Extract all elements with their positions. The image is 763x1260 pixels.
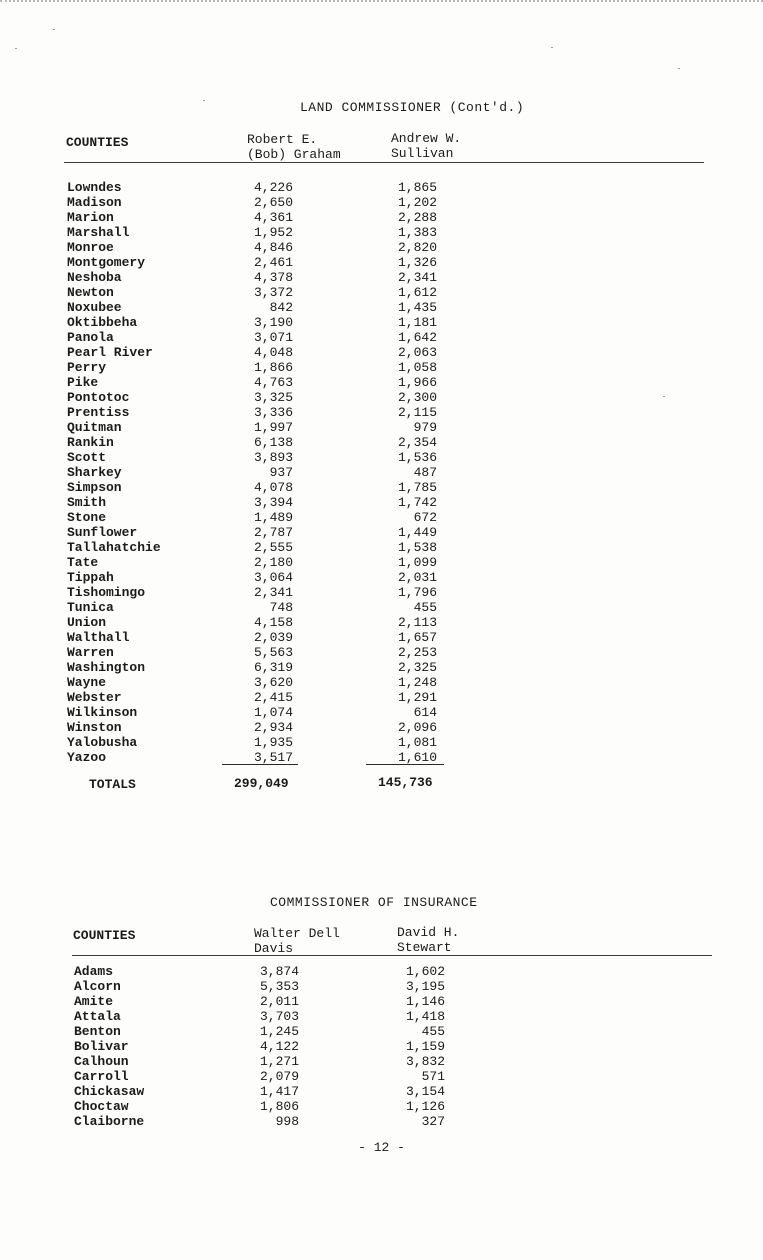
table-row xyxy=(67,345,487,360)
candidate1-votes: 4,158 xyxy=(253,615,293,630)
candidate2-votes: 1,081 xyxy=(397,735,437,750)
county-name: Marion xyxy=(67,210,114,225)
table-row xyxy=(67,495,487,510)
table-row xyxy=(67,180,487,195)
county-name: Tate xyxy=(67,555,99,570)
scan-speck xyxy=(663,396,665,397)
candidate1-votes: 1,489 xyxy=(253,510,293,525)
page-top-border xyxy=(0,0,763,2)
candidate2-votes: 1,796 xyxy=(397,585,437,600)
county-name: Oktibbeha xyxy=(67,315,138,330)
candidate1-votes: 3,703 xyxy=(259,1009,299,1024)
candidate1-votes: 2,555 xyxy=(253,540,293,555)
land-header-rule xyxy=(64,162,704,163)
county-name: Noxubee xyxy=(67,300,122,315)
land-total-candidate2: 145,736 xyxy=(378,775,433,790)
candidate2-votes: 1,383 xyxy=(397,225,437,240)
county-name: Quitman xyxy=(67,420,122,435)
county-name: Wayne xyxy=(67,675,107,690)
candidate1-votes: 3,064 xyxy=(253,570,293,585)
candidate2-votes: 1,435 xyxy=(397,300,437,315)
table-row xyxy=(67,615,487,630)
table-row xyxy=(67,600,487,615)
table-row xyxy=(74,1069,494,1084)
table-row xyxy=(67,720,487,735)
county-name: Scott xyxy=(67,450,107,465)
candidate1-votes: 6,319 xyxy=(253,660,293,675)
table-row xyxy=(67,375,487,390)
county-name: Montgomery xyxy=(67,255,146,270)
land-candidate2-name-line1: Andrew W. xyxy=(391,131,462,146)
county-name: Stone xyxy=(67,510,107,525)
candidate2-votes: 3,154 xyxy=(405,1084,445,1099)
county-name: Madison xyxy=(67,195,122,210)
candidate2-votes: 487 xyxy=(413,465,437,480)
candidate1-votes: 998 xyxy=(275,1114,299,1129)
county-name: Union xyxy=(67,615,107,630)
table-row xyxy=(74,994,494,1009)
table-row xyxy=(67,210,487,225)
land-total-candidate1: 299,049 xyxy=(234,776,289,791)
table-row xyxy=(67,450,487,465)
scan-speck xyxy=(15,48,17,49)
insurance-candidate2-name-line2: Stewart xyxy=(397,940,452,955)
candidate2-votes: 455 xyxy=(421,1024,445,1039)
candidate1-votes: 2,934 xyxy=(253,720,293,735)
county-name: Monroe xyxy=(67,240,114,255)
table-row xyxy=(67,660,487,675)
table-row xyxy=(67,570,487,585)
insurance-candidate2-name-line1: David H. xyxy=(397,925,460,940)
candidate1-votes: 4,361 xyxy=(253,210,293,225)
candidate2-votes: 2,300 xyxy=(397,390,437,405)
county-name: Choctaw xyxy=(74,1099,129,1114)
table-row xyxy=(67,525,487,540)
county-name: Sunflower xyxy=(67,525,138,540)
candidate2-votes: 327 xyxy=(421,1114,445,1129)
candidate2-votes: 1,159 xyxy=(405,1039,445,1054)
candidate2-votes: 614 xyxy=(413,705,437,720)
candidate2-votes: 1,099 xyxy=(397,555,437,570)
candidate2-votes: 2,113 xyxy=(397,615,437,630)
candidate1-votes: 2,787 xyxy=(253,525,293,540)
county-name: Prentiss xyxy=(67,405,130,420)
table-row xyxy=(67,255,487,270)
county-name: Attala xyxy=(74,1009,121,1024)
county-name: Pontotoc xyxy=(67,390,130,405)
candidate2-votes: 2,325 xyxy=(397,660,437,675)
land-candidate1-name-line2: (Bob) Graham xyxy=(247,147,341,162)
county-name: Pike xyxy=(67,375,99,390)
candidate2-votes: 2,063 xyxy=(397,345,437,360)
candidate1-votes: 3,874 xyxy=(259,964,299,979)
candidate1-votes: 4,763 xyxy=(253,375,293,390)
county-name: Winston xyxy=(67,720,122,735)
candidate2-votes: 1,326 xyxy=(397,255,437,270)
county-name: Lowndes xyxy=(67,180,122,195)
candidate2-votes: 2,031 xyxy=(397,570,437,585)
table-row xyxy=(67,555,487,570)
county-name: Bolivar xyxy=(74,1039,129,1054)
candidate1-votes: 4,048 xyxy=(253,345,293,360)
candidate1-votes: 2,180 xyxy=(253,555,293,570)
candidate1-votes: 2,341 xyxy=(253,585,293,600)
candidate1-votes: 3,620 xyxy=(253,675,293,690)
table-row xyxy=(74,964,494,979)
candidate1-votes: 842 xyxy=(269,300,293,315)
table-row xyxy=(74,1114,494,1129)
candidate1-votes: 6,138 xyxy=(253,435,293,450)
county-name: Calhoun xyxy=(74,1054,129,1069)
candidate2-votes: 1,657 xyxy=(397,630,437,645)
candidate1-votes: 1,935 xyxy=(253,735,293,750)
county-name: Newton xyxy=(67,285,114,300)
table-row xyxy=(74,1099,494,1114)
candidate1-votes: 4,122 xyxy=(259,1039,299,1054)
page-number: - 12 - xyxy=(358,1140,405,1155)
land-results-table xyxy=(67,180,487,765)
county-name: Marshall xyxy=(67,225,130,240)
candidate1-votes: 1,952 xyxy=(253,225,293,240)
candidate1-votes: 1,245 xyxy=(259,1024,299,1039)
county-name: Panola xyxy=(67,330,114,345)
table-row xyxy=(74,1024,494,1039)
county-name: Rankin xyxy=(67,435,114,450)
candidate2-votes: 672 xyxy=(413,510,437,525)
candidate2-votes: 1,966 xyxy=(397,375,437,390)
county-name: Yalobusha xyxy=(67,735,138,750)
candidate2-votes: 2,288 xyxy=(397,210,437,225)
county-name: Walthall xyxy=(67,630,130,645)
candidate1-votes: 4,378 xyxy=(253,270,293,285)
county-name: Washington xyxy=(67,660,146,675)
candidate2-votes: 2,253 xyxy=(397,645,437,660)
candidate2-votes: 1,291 xyxy=(397,690,437,705)
table-row xyxy=(67,315,487,330)
county-name: Tallahatchie xyxy=(67,540,161,555)
land-candidate2-name-line2: Sullivan xyxy=(391,146,454,161)
table-row xyxy=(67,390,487,405)
candidate2-votes: 3,195 xyxy=(405,979,445,994)
insurance-candidate1-name-line1: Walter Dell xyxy=(254,926,340,941)
table-row xyxy=(67,735,487,750)
candidate1-votes: 1,997 xyxy=(253,420,293,435)
county-name: Tishomingo xyxy=(67,585,146,600)
land-col2-total-rule xyxy=(366,764,444,765)
table-row xyxy=(67,435,487,450)
table-row xyxy=(67,540,487,555)
insurance-commissioner-title: COMMISSIONER OF INSURANCE xyxy=(270,895,478,910)
table-row xyxy=(67,300,487,315)
insurance-candidate1-name-line2: Davis xyxy=(254,941,294,956)
candidate2-votes: 2,354 xyxy=(397,435,437,450)
candidate1-votes: 2,650 xyxy=(253,195,293,210)
candidate2-votes: 3,832 xyxy=(405,1054,445,1069)
county-name: Benton xyxy=(74,1024,121,1039)
candidate1-votes: 4,846 xyxy=(253,240,293,255)
table-row xyxy=(74,1084,494,1099)
candidate1-votes: 3,372 xyxy=(253,285,293,300)
candidate1-votes: 3,517 xyxy=(253,750,293,765)
land-commissioner-title: LAND COMMISSIONER (Cont'd.) xyxy=(300,100,525,115)
scan-speck xyxy=(203,100,205,101)
table-row xyxy=(67,585,487,600)
county-name: Claiborne xyxy=(74,1114,145,1129)
candidate2-votes: 1,742 xyxy=(397,495,437,510)
county-name: Carroll xyxy=(74,1069,129,1084)
county-name: Wilkinson xyxy=(67,705,138,720)
table-row xyxy=(67,270,487,285)
scan-speck xyxy=(678,68,680,69)
table-row xyxy=(67,195,487,210)
county-name: Tunica xyxy=(67,600,114,615)
candidate2-votes: 455 xyxy=(413,600,437,615)
candidate1-votes: 3,190 xyxy=(253,315,293,330)
county-name: Yazoo xyxy=(67,750,107,765)
table-row xyxy=(67,465,487,480)
table-row xyxy=(74,1039,494,1054)
candidate1-votes: 4,078 xyxy=(253,480,293,495)
county-name: Perry xyxy=(67,360,107,375)
county-name: Amite xyxy=(74,994,114,1009)
table-row xyxy=(67,480,487,495)
candidate2-votes: 1,785 xyxy=(397,480,437,495)
table-row xyxy=(74,979,494,994)
candidate2-votes: 2,096 xyxy=(397,720,437,735)
candidate2-votes: 1,536 xyxy=(397,450,437,465)
county-name: Chickasaw xyxy=(74,1084,145,1099)
table-row xyxy=(67,675,487,690)
candidate1-votes: 937 xyxy=(269,465,293,480)
candidate2-votes: 1,146 xyxy=(405,994,445,1009)
candidate1-votes: 748 xyxy=(269,600,293,615)
candidate1-votes: 2,415 xyxy=(253,690,293,705)
land-counties-header: COUNTIES xyxy=(66,135,129,150)
table-row xyxy=(67,405,487,420)
county-name: Adams xyxy=(74,964,114,979)
candidate1-votes: 4,226 xyxy=(253,180,293,195)
candidate2-votes: 1,202 xyxy=(397,195,437,210)
table-row xyxy=(67,705,487,720)
candidate1-votes: 2,461 xyxy=(253,255,293,270)
candidate2-votes: 2,115 xyxy=(397,405,437,420)
candidate2-votes: 1,181 xyxy=(397,315,437,330)
table-row xyxy=(67,510,487,525)
candidate2-votes: 1,449 xyxy=(397,525,437,540)
insurance-results-table xyxy=(74,964,494,1129)
candidate2-votes: 2,341 xyxy=(397,270,437,285)
candidate2-votes: 1,602 xyxy=(405,964,445,979)
table-row xyxy=(74,1054,494,1069)
table-row xyxy=(67,420,487,435)
table-row xyxy=(67,240,487,255)
candidate1-votes: 5,353 xyxy=(259,979,299,994)
scan-speck xyxy=(551,47,553,48)
land-candidate1-name-line1: Robert E. xyxy=(247,132,318,147)
table-row xyxy=(67,690,487,705)
candidate2-votes: 1,248 xyxy=(397,675,437,690)
candidate2-votes: 1,538 xyxy=(397,540,437,555)
candidate1-votes: 3,336 xyxy=(253,405,293,420)
table-row xyxy=(67,645,487,660)
candidate2-votes: 1,126 xyxy=(405,1099,445,1114)
candidate1-votes: 2,079 xyxy=(259,1069,299,1084)
land-col1-total-rule xyxy=(222,764,298,765)
candidate1-votes: 1,806 xyxy=(259,1099,299,1114)
candidate1-votes: 3,071 xyxy=(253,330,293,345)
candidate1-votes: 1,866 xyxy=(253,360,293,375)
candidate1-votes: 3,893 xyxy=(253,450,293,465)
candidate2-votes: 1,418 xyxy=(405,1009,445,1024)
scan-speck xyxy=(53,29,55,30)
county-name: Warren xyxy=(67,645,114,660)
candidate2-votes: 1,612 xyxy=(397,285,437,300)
insurance-counties-header: COUNTIES xyxy=(73,928,136,943)
candidate1-votes: 5,563 xyxy=(253,645,293,660)
candidate2-votes: 1,865 xyxy=(397,180,437,195)
table-row xyxy=(67,750,487,765)
county-name: Smith xyxy=(67,495,107,510)
candidate1-votes: 2,039 xyxy=(253,630,293,645)
candidate1-votes: 1,417 xyxy=(259,1084,299,1099)
land-totals-label: TOTALS xyxy=(89,777,136,792)
candidate1-votes: 3,394 xyxy=(253,495,293,510)
county-name: Neshoba xyxy=(67,270,122,285)
table-row xyxy=(67,225,487,240)
candidate1-votes: 1,074 xyxy=(253,705,293,720)
candidate2-votes: 1,610 xyxy=(397,750,437,765)
insurance-header-rule xyxy=(72,955,712,956)
candidate2-votes: 1,642 xyxy=(397,330,437,345)
table-row xyxy=(74,1009,494,1024)
candidate1-votes: 3,325 xyxy=(253,390,293,405)
county-name: Sharkey xyxy=(67,465,122,480)
table-row xyxy=(67,330,487,345)
table-row xyxy=(67,285,487,300)
county-name: Alcorn xyxy=(74,979,121,994)
table-row xyxy=(67,360,487,375)
county-name: Pearl River xyxy=(67,345,153,360)
candidate2-votes: 571 xyxy=(421,1069,445,1084)
county-name: Simpson xyxy=(67,480,122,495)
table-row xyxy=(67,630,487,645)
county-name: Tippah xyxy=(67,570,114,585)
candidate2-votes: 979 xyxy=(413,420,437,435)
candidate2-votes: 2,820 xyxy=(397,240,437,255)
county-name: Webster xyxy=(67,690,122,705)
candidate1-votes: 2,011 xyxy=(259,994,299,1009)
candidate2-votes: 1,058 xyxy=(397,360,437,375)
candidate1-votes: 1,271 xyxy=(259,1054,299,1069)
